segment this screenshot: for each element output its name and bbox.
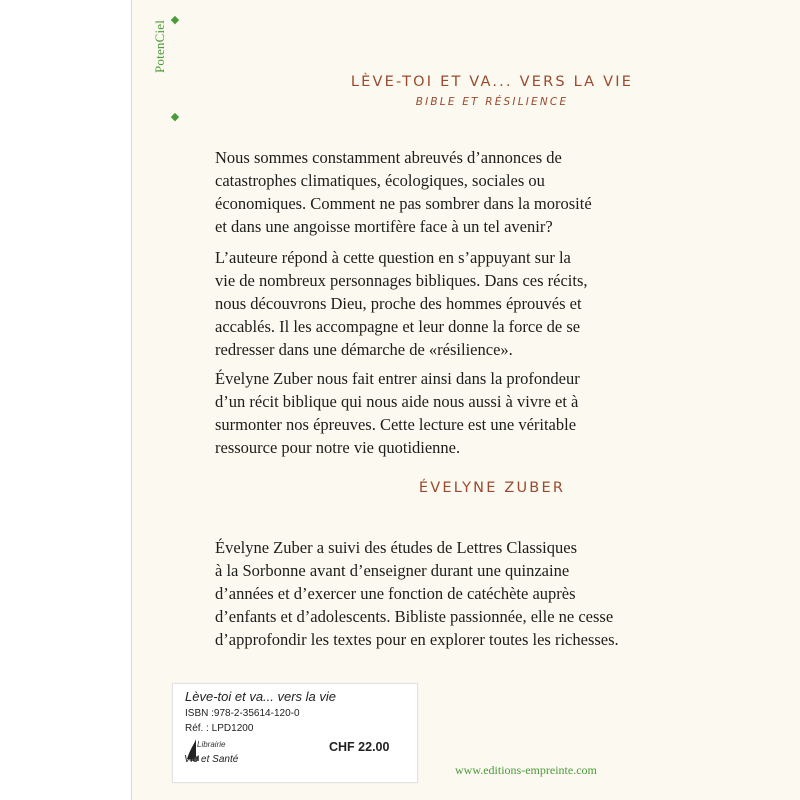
diamond-icon-bottom: ◆ — [170, 110, 180, 123]
book-subtitle: BIBLE ET RÉSILIENCE — [415, 96, 569, 108]
bookshop-label-line1: Librairie — [197, 740, 226, 749]
blurb-paragraph-2: L’auteure répond à cette question en s’appuyant sur la vie de nombreux personnages bibliques. Dans ces récits, nous découvrons Dieu, proche des hommes éprouvés et accablés. Il les accompagne et leur donne la force de se redresser dans une démarche de «résilience». — [215, 248, 588, 359]
author-heading: ÉVELYNE ZUBER — [418, 480, 566, 496]
blurb-paragraph-1: Nous sommes constamment abreuvés d’annonces de catastrophes climatiques, écologiques, sociales ou économiques. Comment ne pas sombrer dans la morosité et dans une angoisse mortifère face à un tel avenir? — [215, 148, 592, 236]
publisher-name: PotenCiel — [152, 19, 167, 73]
book-title: LÈVE-TOI ET VA... VERS LA VIE — [350, 74, 634, 90]
publisher-website: www.editions-empreinte.com — [455, 763, 597, 777]
bookshop-label-line2: Vie et Santé — [184, 754, 239, 765]
diamond-icon-top: ◆ — [170, 13, 180, 26]
blurb-paragraph-3: Évelyne Zuber nous fait entrer ainsi dans la profondeur d’un récit biblique qui nous aide nous aussi à vivre et à surmonter nos épreuves. Cette lecture est une véritable ressource pour notre vie quotidienne. — [215, 369, 580, 457]
sticker-reference: Réf. : LPD1200 — [185, 723, 254, 734]
sticker-price: CHF 22.00 — [329, 740, 390, 754]
price-sticker — [172, 683, 418, 783]
author-bio: Évelyne Zuber a suivi des études de Lettres Classiques à la Sorbonne avant d’enseigner durant une quinzaine d’années et d’exercer une fonction de catéchète auprès d’enfants et d’adolescents. Bibliste passionnée, elle ne cesse d’approfondir les textes pour en explorer toutes les richesses. — [215, 538, 619, 649]
sticker-title: Lève-toi et va... vers la vie — [185, 689, 337, 704]
sticker-isbn: ISBN :978-2-35614-120-0 — [185, 708, 300, 719]
